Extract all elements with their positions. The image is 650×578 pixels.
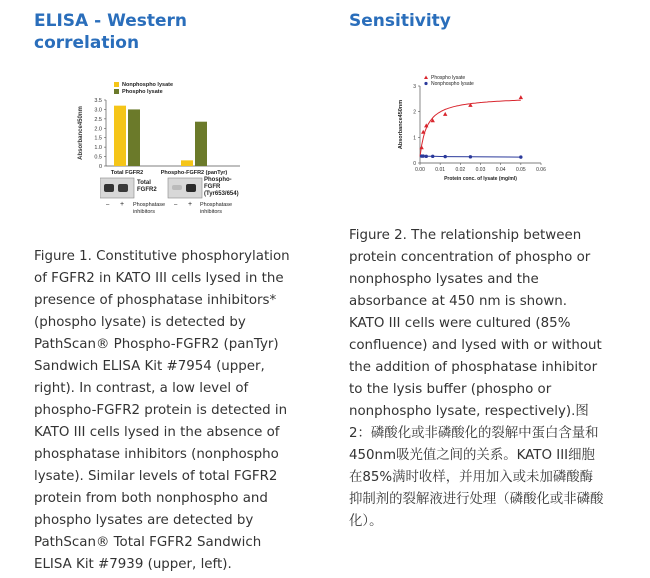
- blot-label-phospho: Phospho- FGFR (Tyr653/654): [204, 177, 239, 197]
- sens-point: [431, 155, 434, 158]
- sensitivity-chart: [393, 72, 553, 192]
- sens-y-tick-label: 0: [413, 161, 416, 167]
- blot-plus-2: +: [188, 201, 193, 208]
- sens-legend-label: Nonphospho lysate: [431, 81, 474, 87]
- blot-inhibitors-label-2: Phosphatase inhibitors: [200, 202, 233, 215]
- sens-x-tick-label: 0.01: [435, 167, 446, 173]
- sens-legend-marker: [424, 76, 428, 80]
- bar-legend-label: Phospho lysate: [122, 89, 163, 95]
- bar-y-tick-label: 3.5: [94, 98, 102, 104]
- sens-x-tick-label: 0.05: [515, 167, 526, 173]
- bar-legend-label: Nonphospho lysate: [122, 82, 174, 88]
- figure-1-caption: Figure 1. Constitutive phosphorylation of FGFR2 in KATO III cells lysed in the presence of phosphatase inhibitors* (phospho lysate) is detected by PathScan® Phospho-FGFR2 (panTyr) Sandwich ELISA Kit #7954 (upper, right). In contrast, a low level of phospho-FGFR2 protein is detected in KATO III cells lysed in the absence of phosphatase inhibitors (nonphospho lysate). Similar levels of total FGFR2 protein from both nonphospho and phospho lysates are detected by PathScan® Total FGFR2 Sandwich ELISA Kit #7939 (upper, left).: [34, 249, 290, 572]
- blot-label-total: Total FGFR2: [137, 180, 157, 193]
- sens-y-tick-label: 3: [413, 84, 416, 90]
- sens-point: [443, 112, 447, 116]
- bar: [128, 109, 140, 166]
- sens-y-tick-label: 1: [413, 135, 416, 142]
- sens-point: [422, 154, 425, 157]
- sens-x-tick-label: 0.06: [536, 167, 546, 173]
- bar-y-tick-label: 2.5: [94, 116, 102, 123]
- blot-minus-1: –: [106, 202, 110, 208]
- sens-point: [519, 155, 522, 158]
- bar-y-axis-label: Absorbance450nm: [78, 106, 84, 160]
- blot-band: [118, 184, 128, 192]
- bar: [181, 160, 193, 166]
- sens-legend-label: Phospho lysate: [431, 75, 466, 81]
- sens-y-tick-label: 2: [413, 109, 416, 116]
- bar-y-tick-label: 2.0: [94, 126, 102, 133]
- bar-y-tick-label: 0: [98, 164, 102, 170]
- western-blot: [100, 176, 290, 220]
- sens-x-axis-label: Protein conc. of lysate (mg/ml): [444, 176, 517, 182]
- bar: [195, 122, 207, 166]
- sens-x-tick-label: 0.00: [415, 167, 425, 173]
- sens-x-tick-label: 0.02: [455, 167, 466, 173]
- sens-fit-line: [420, 100, 521, 156]
- sens-point: [444, 155, 447, 158]
- sens-point: [519, 95, 523, 99]
- sens-x-tick-label: 0.03: [475, 167, 486, 173]
- sens-x-tick-label: 0.04: [495, 167, 506, 173]
- blot-minus-2: –: [174, 202, 178, 208]
- bar-category-label: Phospho-FGFR2 (panTyr): [160, 170, 228, 176]
- bar-y-tick-label: 0.5: [94, 154, 102, 161]
- blot-band: [186, 184, 196, 192]
- bar-legend-swatch: [114, 82, 119, 87]
- sens-legend-marker: [424, 82, 427, 85]
- blot-band: [172, 185, 182, 190]
- bar-legend-swatch: [114, 89, 119, 94]
- blot-inhibitors-label-1: Phosphatase inhibitors: [133, 202, 166, 215]
- bar: [114, 106, 126, 166]
- bar-category-label: Total FGFR2: [110, 170, 144, 176]
- bar-y-tick-label: 3.0: [94, 107, 102, 114]
- blot-images: [100, 176, 290, 220]
- figure-2-caption: Figure 2. The relationship between protein concentration of phospho or nonphospho lysates and the absorbance at 450 nm is shown. KATO III cells were cultured (85% confluence) and lysed with or without the addition of phosphatase inhibitor to the lysis buffer (phospho or nonphospho lysate, respectively).图 2：磷酸化或非磷酸化的裂解中蛋白含量和 450nm吸光值之间的关系。KATO III细胞 在85%满时收样，并用加入或未加磷酸酶 抑制剂的裂解液进行处理（磷酸化或非磷酸 化）。: [349, 228, 604, 529]
- section-title-sensitivity: Sensitivity: [349, 11, 451, 31]
- bar-y-tick-label: 1.5: [94, 135, 102, 142]
- bar-y-tick-label: 1.0: [94, 145, 102, 152]
- sens-y-axis-label: Absorbance450nm: [398, 99, 404, 150]
- sens-point: [425, 155, 428, 158]
- blot-plus-1: +: [120, 201, 125, 208]
- sens-point: [469, 155, 472, 158]
- blot-band: [104, 184, 114, 192]
- section-title-elisa: ELISA - Western correlation: [34, 11, 187, 53]
